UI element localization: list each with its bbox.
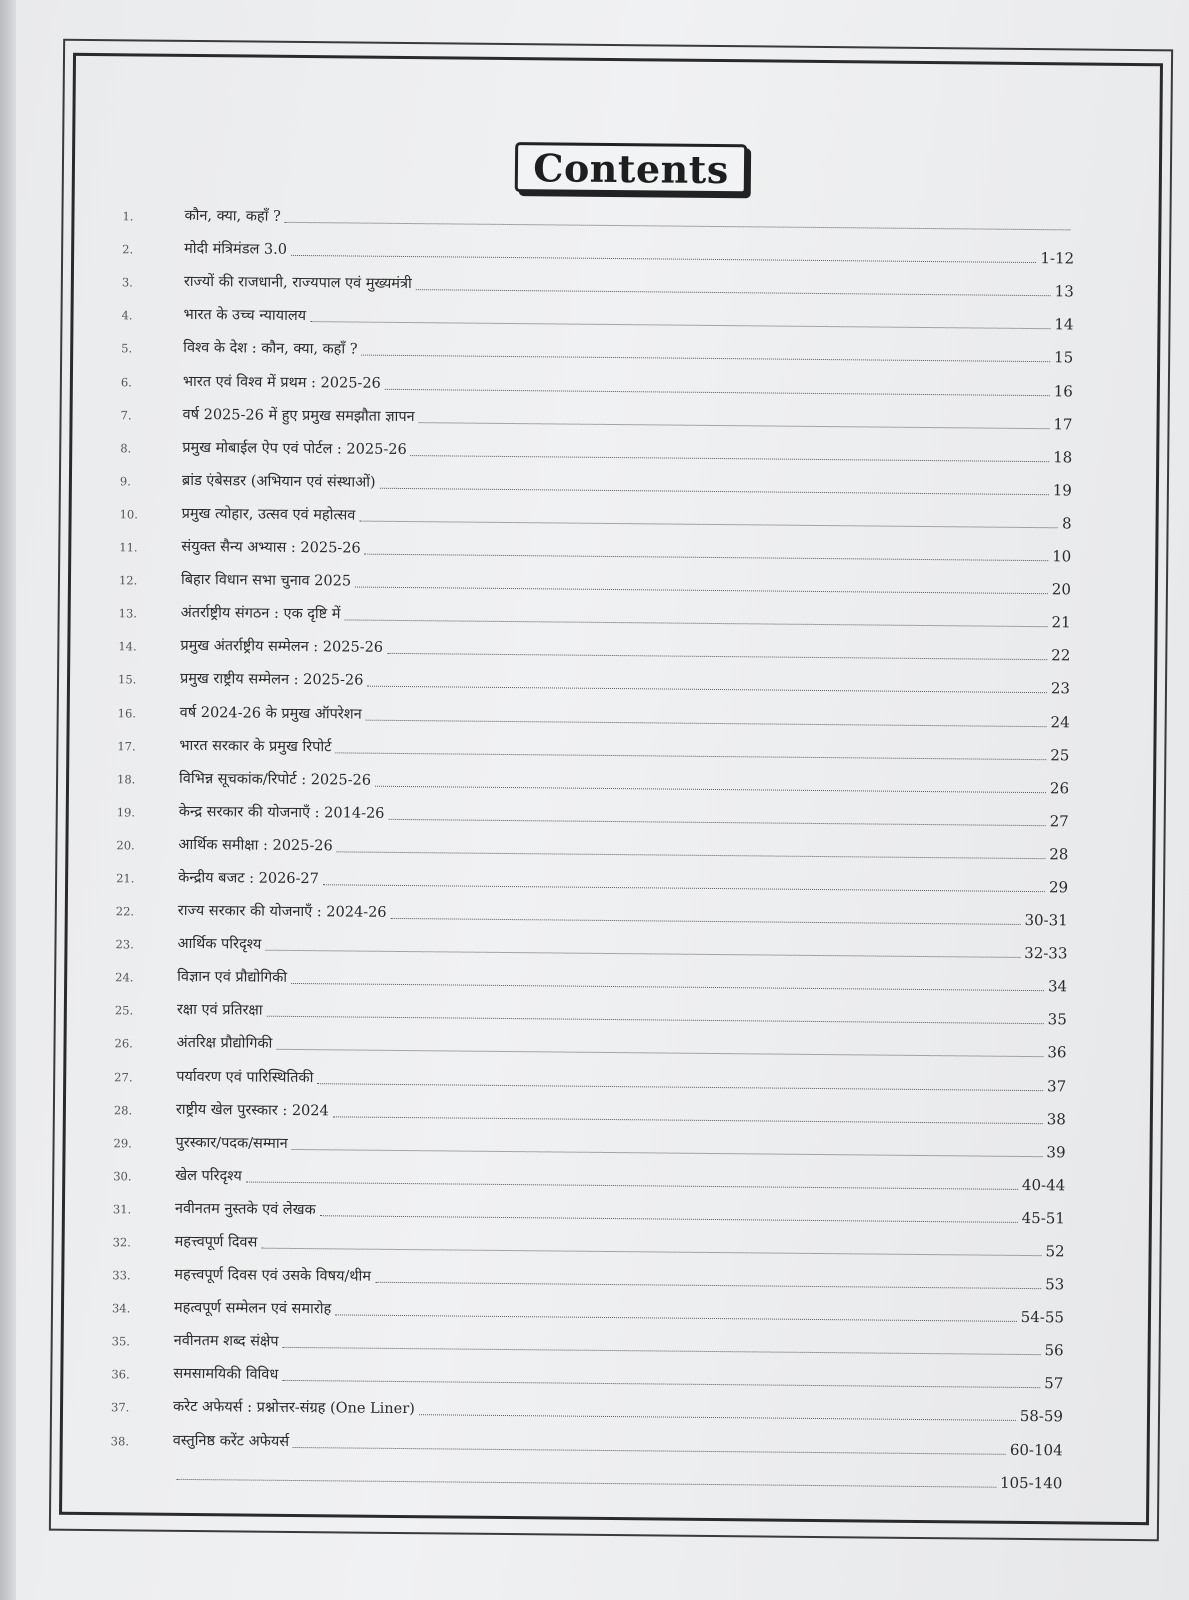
toc-entry-number: 9. — [119, 474, 131, 489]
toc-entry-title: केन्द्र सरकार की योजनाएँ : 2014-26 — [178, 803, 385, 822]
toc-entry-number: 31. — [112, 1202, 132, 1217]
toc-entry-page: 26 — [1049, 778, 1070, 798]
dot-leader — [344, 620, 1047, 628]
toc-entry-title: प्रमुख त्योहार, उत्सव एवं महोत्सव — [181, 505, 356, 524]
toc-entry-page: 13 — [1054, 282, 1074, 301]
contents-heading: Contents — [532, 144, 729, 192]
toc-entry-page: 37 — [1047, 1076, 1067, 1095]
toc-entry-page: 45-51 — [1021, 1208, 1065, 1228]
toc-entry-page: 19 — [1052, 481, 1072, 500]
dot-leader — [282, 1380, 1040, 1388]
dot-leader — [411, 455, 1049, 462]
toc-entry-page: 35 — [1047, 1010, 1067, 1029]
toc-entry-page: 53 — [1045, 1275, 1065, 1294]
dot-leader — [387, 653, 1047, 660]
toc-entry-page: 28 — [1049, 845, 1069, 864]
toc-entry-number: 27. — [114, 1069, 133, 1084]
toc-entry-title: प्रमुख अंतर्राष्ट्रीय सम्मेलन : 2025-26 — [180, 638, 384, 657]
toc-entry-page: 20 — [1051, 580, 1072, 599]
toc-entry-title: भारत के उच्च न्यायालय — [183, 307, 307, 325]
toc-entry-number: 13. — [118, 606, 138, 621]
table-of-contents — [102, 194, 1074, 1494]
toc-entry-title: अंतर्राष्ट्रीय संगठन : एक दृष्टि में — [180, 605, 341, 623]
toc-entry-title: आर्थिक परिदृश्य — [177, 936, 262, 953]
toc-entry-title: भारत एवं विश्व में प्रथम : 2025-26 — [182, 373, 381, 392]
dot-leader — [292, 1149, 1043, 1157]
toc-entry-page: 17 — [1053, 414, 1073, 434]
toc-entry-page: 57 — [1044, 1374, 1064, 1393]
toc-entry-title: पुरस्कार/पदक/सम्मान — [175, 1134, 288, 1152]
toc-entry-title: वर्ष 2024-26 के प्रमुख ऑपरेशन — [179, 704, 362, 723]
toc-entry-number: 21. — [116, 871, 135, 886]
toc-entry-page: 32-33 — [1024, 944, 1068, 963]
toc-entry-number: 30. — [113, 1169, 132, 1184]
toc-entry-number: 4. — [121, 308, 133, 323]
toc-entry-page: 21 — [1051, 613, 1071, 632]
dot-leader — [335, 752, 1046, 760]
toc-entry-page: 22 — [1051, 646, 1071, 665]
toc-entry-page: 34 — [1047, 977, 1068, 996]
dot-leader — [335, 1315, 1017, 1323]
toc-entry-title: भारत सरकार के प्रमुख रिपोर्ट — [179, 737, 332, 755]
toc-entry-number: 15. — [117, 672, 137, 687]
toc-entry-title: समसामयिकी विविध — [173, 1366, 279, 1384]
toc-entry-page: 10 — [1052, 547, 1072, 566]
toc-entry-number: 38. — [110, 1433, 130, 1448]
dot-leader — [391, 918, 1021, 925]
toc-entry-number: 16. — [117, 705, 137, 720]
toc-entry-page: 58-59 — [1019, 1407, 1064, 1426]
toc-entry-page: 60-104 — [1009, 1440, 1063, 1459]
toc-entry-title: विज्ञान एवं प्रौद्योगिकी — [177, 969, 288, 987]
toc-entry-page: 36 — [1047, 1043, 1067, 1062]
toc-entry-title: पर्यावरण एवं पारिस्थितिकी — [176, 1068, 314, 1086]
dot-leader — [388, 819, 1045, 826]
toc-entry-page: 23 — [1050, 679, 1071, 698]
dot-leader — [291, 983, 1044, 991]
dot-leader — [419, 1415, 1016, 1422]
toc-entry-page: 30-31 — [1024, 911, 1068, 930]
toc-entry-number: 34. — [111, 1301, 131, 1316]
toc-entry-number: 26. — [114, 1036, 133, 1051]
toc-entry-title: महत्त्वपूर्ण दिवस एवं उसके विषय/थीम — [174, 1266, 372, 1285]
dot-leader — [320, 1215, 1018, 1223]
dot-leader — [333, 1116, 1043, 1124]
dot-leader — [416, 289, 1051, 296]
page-binding-edge — [0, 0, 16, 1600]
toc-entry-number: 25. — [114, 1003, 134, 1018]
toc-entry-title: वर्ष 2025-26 में हुए प्रमुख समझौता ज्ञापन — [182, 406, 415, 425]
toc-entry-page: 39 — [1046, 1142, 1066, 1162]
toc-entry-number: 3. — [121, 275, 133, 290]
dot-leader — [291, 255, 1036, 263]
toc-entry-title: आर्थिक समीक्षा : 2025-26 — [178, 836, 333, 855]
dot-leader — [365, 554, 1048, 562]
dot-leader — [366, 719, 1047, 727]
toc-entry-number: 36. — [111, 1367, 130, 1382]
toc-entry-number: 12. — [118, 573, 138, 588]
toc-entry-title: खेल परिदृश्य — [175, 1167, 242, 1185]
toc-entry-number: 20. — [116, 838, 135, 853]
dot-leader — [375, 785, 1046, 792]
dot-leader — [385, 388, 1050, 395]
toc-entry-number: 24. — [115, 970, 134, 985]
toc-entry-number: 28. — [113, 1102, 133, 1118]
dot-leader — [293, 1447, 1006, 1455]
toc-entry-title: विभिन्न सूचकांक/रिपोर्ट : 2025-26 — [179, 770, 372, 789]
toc-entry-title: बिहार विधान सभा चुनाव 2025 — [180, 571, 352, 590]
toc-entry-page: 18 — [1053, 447, 1073, 467]
dot-leader — [176, 1479, 996, 1488]
toc-entry-title: राज्य सरकार की योजनाएँ : 2024-26 — [177, 902, 387, 921]
dot-leader — [323, 884, 1045, 892]
toc-entry-number — [102, 1481, 172, 1486]
contents-heading-box — [515, 142, 747, 194]
toc-entry-title: प्रमुख राष्ट्रीय सम्मेलन : 2025-26 — [179, 671, 364, 690]
toc-entry-title: रक्षा एवं प्रतिरक्षा — [176, 1002, 263, 1020]
dot-leader — [375, 1282, 1041, 1289]
toc-entry-title: अंतरिक्ष प्रौद्योगिकी — [176, 1035, 273, 1053]
toc-entry-page: 29 — [1048, 878, 1069, 897]
toc-entry-title: नवीनतम शब्द संक्षेप — [173, 1333, 279, 1351]
toc-entry-number: 29. — [113, 1135, 132, 1151]
toc-entry-number: 10. — [119, 507, 138, 522]
toc-entry-page: 27 — [1049, 811, 1069, 831]
toc-entry-number: 2. — [122, 242, 134, 257]
toc-entry-page: 15 — [1053, 348, 1074, 367]
toc-entry-number: 37. — [110, 1400, 130, 1415]
toc-entry-title: विश्व के देश : कौन, क्या, कहाँ ? — [183, 340, 358, 359]
toc-entry-title: महत्त्वपूर्ण दिवस — [174, 1233, 258, 1251]
toc-entry-number: 19. — [116, 805, 136, 820]
toc-entry-page: 8 — [1061, 514, 1072, 533]
toc-entry-number: 7. — [120, 407, 132, 423]
outer-border — [49, 39, 1173, 1542]
inner-border — [59, 53, 1163, 1525]
toc-entry-page: 38 — [1046, 1109, 1066, 1129]
toc-entry-title: केन्द्रीय बजट : 2026-27 — [178, 869, 320, 888]
toc-entry-number: 23. — [115, 937, 134, 952]
dot-leader — [359, 521, 1058, 529]
toc-entry-number: 33. — [112, 1268, 131, 1283]
toc-entry-title: राष्ट्रीय खेल पुरस्कार : 2024 — [175, 1101, 329, 1119]
toc-entry-number: 35. — [111, 1334, 131, 1349]
dot-leader — [337, 851, 1046, 859]
dot-leader — [317, 1083, 1043, 1091]
toc-entry-title: वस्तुनिष्ठ करेंट अफेयर्स — [172, 1432, 290, 1450]
toc-entry-title: कौन, क्या, कहाँ ? — [184, 207, 281, 225]
toc-entry-number: 11. — [119, 540, 138, 555]
toc-entry-title: मोदी मंत्रिमंडल 3.0 — [184, 241, 288, 259]
toc-entry-title: महत्वपूर्ण सम्मेलन एवं समारोह — [173, 1300, 332, 1318]
dot-leader — [361, 355, 1050, 363]
toc-entry-number: 8. — [120, 441, 132, 456]
toc-entry-title: संयुक्त सैन्य अभ्यास : 2025-26 — [181, 538, 361, 557]
toc-entry-number: 17. — [117, 738, 136, 754]
toc-entry-page: 56 — [1044, 1341, 1064, 1360]
toc-entry-title: ब्रांड एंबेसडर (अभियान एवं संस्थाओं) — [181, 472, 376, 491]
toc-entry-number: 1. — [122, 209, 134, 224]
toc-entry-page: 52 — [1045, 1242, 1065, 1261]
toc-entry-number: 5. — [121, 341, 133, 356]
dot-leader — [367, 686, 1047, 694]
toc-entry-title: करेट अफेयर्स : प्रश्नोत्तर-संग्रह (One Liner) — [172, 1399, 415, 1418]
toc-entry-page: 105-140 — [999, 1473, 1063, 1493]
toc-entry-number: 22. — [115, 904, 135, 919]
dot-leader — [265, 950, 1020, 958]
dot-leader — [283, 1347, 1041, 1355]
toc-entry-title: नवीनतम नुस्तके एवं लेखक — [174, 1200, 316, 1219]
toc-entry-page: 54-55 — [1020, 1308, 1065, 1327]
toc-entry-number: 6. — [120, 374, 132, 389]
toc-entry-title: प्रमुख मोबाईल ऐप एवं पोर्टल : 2025-26 — [182, 439, 407, 458]
dot-leader — [380, 488, 1049, 495]
toc-entry-page: 24 — [1050, 712, 1070, 731]
toc-entry-number: 14. — [118, 639, 137, 654]
toc-entry-number: 18. — [117, 771, 136, 787]
toc-entry-page: 1-12 — [1040, 249, 1075, 268]
toc-entry-page: 14 — [1054, 315, 1074, 334]
toc-entry-number: 32. — [112, 1235, 131, 1250]
toc-entry-page: 40-44 — [1021, 1175, 1066, 1195]
dot-leader — [355, 587, 1048, 595]
toc-entry-page: 25 — [1050, 745, 1070, 764]
toc-entry-title: राज्यों की राजधानी, राज्यपाल एवं मुख्यमंत्री — [183, 274, 412, 293]
toc-entry-page: 16 — [1053, 381, 1073, 400]
dot-leader — [419, 422, 1050, 429]
dot-leader — [310, 321, 1050, 329]
